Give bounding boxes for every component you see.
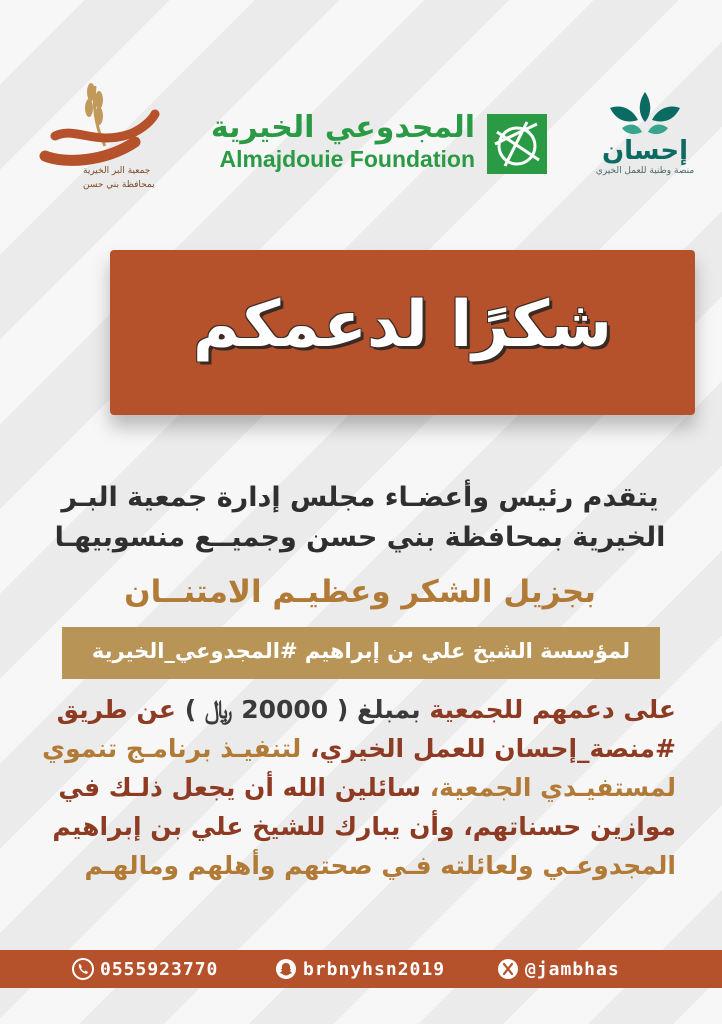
details-text: لمستفيـدي الجمعية، [429, 773, 676, 802]
details-text: على دعمهم للجمعية [429, 695, 676, 724]
logos-row [0, 70, 722, 220]
birr-name-line1: جمعية البر الخيرية [83, 166, 151, 176]
birr-logo [35, 76, 165, 206]
ihsan-hashtag: #منصة_إحسان للعمل الخيري، [309, 734, 676, 763]
majdouie-arabic-name: المجدوعي الخيرية [210, 110, 475, 145]
majdouie-logo [212, 110, 547, 180]
x-icon [497, 958, 519, 980]
intro-line-1: يتقدم رئيس وأعضـاء مجلس إدارة جمعية البـر [61, 482, 659, 513]
snapchat-handle: brbnyhsn2019 [303, 958, 446, 980]
snapchat-icon [275, 958, 297, 980]
phone-icon [72, 958, 94, 980]
majdouie-mark-icon [487, 114, 547, 174]
ribbon-text: لمؤسسة الشيخ علي بن إبراهيم #المجدوعي_الخيرية [91, 639, 631, 663]
details-line [48, 807, 676, 846]
details-line [42, 729, 676, 768]
banner-title: شكرًا لدعمكم [192, 288, 613, 362]
x-contact[interactable] [497, 957, 620, 981]
details-paragraph [42, 690, 676, 885]
details-text: صحتهم وأهلهم ومالهـم [84, 851, 373, 880]
ihsan-leaf-icon [602, 88, 688, 136]
ihsan-subtitle: منصة وطنية للعمل الخيري [595, 166, 695, 176]
majdouie-english-name: Almajdouie Foundation [219, 146, 475, 172]
wheat-icon [35, 76, 165, 171]
intro-paragraph [50, 478, 670, 558]
details-text: موازين حسناتهم، وأن يبارك [334, 812, 676, 841]
ihsan-name: إحسان [601, 136, 689, 166]
details-line [48, 690, 676, 729]
snapchat-contact[interactable] [275, 957, 445, 981]
contact-footer [0, 950, 722, 988]
details-text: عن طريق [56, 695, 176, 724]
details-text: المجدوعـي ولعائلته فـي [381, 851, 676, 880]
intro-line-2: الخيرية بمحافظة بني حسن وجميــع منسوبيهـا [54, 522, 666, 553]
details-text: سائلين الله أن يجعل ذلـك في [58, 773, 421, 802]
details-text: لتنفيـذ برنامـج تنموي [42, 734, 302, 763]
foundation-ribbon [62, 627, 660, 679]
details-text: للشيخ علي بن إبراهيم [52, 812, 326, 841]
details-line [48, 768, 676, 807]
birr-name-line2: بمحافظة بني حسن [83, 180, 155, 190]
x-handle: @jambhas [525, 958, 620, 980]
phone-contact[interactable] [72, 957, 218, 981]
donation-amount: بمبلغ ( 20000 ﷼ ) [184, 695, 421, 724]
phone-number: 0555923770 [100, 958, 219, 980]
ihsan-logo [590, 88, 700, 208]
details-line [48, 846, 676, 885]
gratitude-heading: بجزيل الشكر وعظيـم الامتنــان [124, 574, 596, 610]
thank-you-banner [110, 250, 695, 415]
